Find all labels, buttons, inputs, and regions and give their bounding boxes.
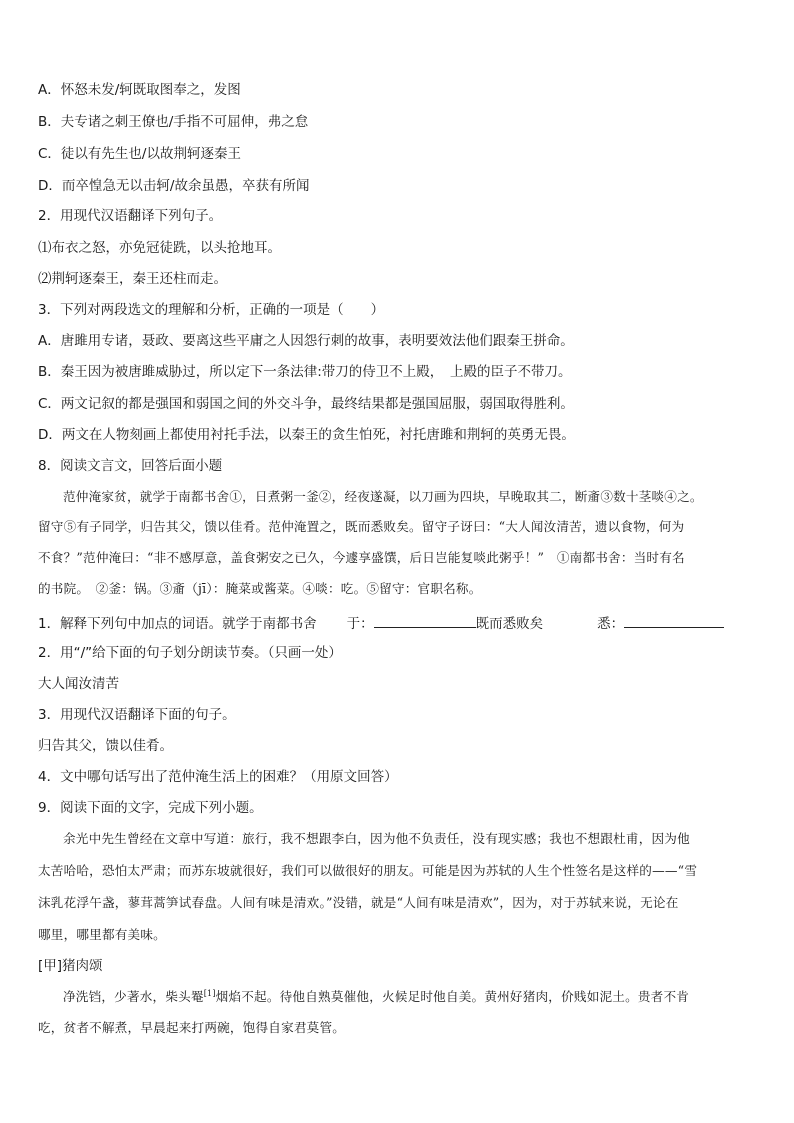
q8-sub1-prompt: 1．解释下列句中加点的词语。就学于南都书舍 [38,616,317,632]
q9-title: 9．阅读下面的文字，完成下列小题。 [38,800,263,816]
q8-title: 8．阅读文言文，回答后面小题 [38,458,223,474]
q7-sub3-option-a: A．唐雎用专诸，聂政、要离这些平庸之人因怨行刺的故事，表明要效法他们跟秦王拼命。 [38,333,574,349]
q9-passage-line-3: 沫乳花浮午盏，蓼茸蒿笋试春盘。人间有味是清欢。”没错，就是“人间有味是清欢”，因为，对于苏轼来说，无论在 [38,895,679,910]
q8-sub3-sentence: 归告其父，馈以佳肴。 [38,738,173,754]
q7-sub2-sentence-1: ⑴布衣之怒，亦免冠徒跣，以头抢地耳。 [38,240,281,256]
q8-passage-line-4: 的书院。 ②釜：锅。③齑（jī）：腌菜或酱菜。④啖：吃。⑤留守：官职名称。 [38,581,482,596]
answer-blank-xi[interactable] [624,613,724,628]
q8-sub2-sentence: 大人闻汝清苦 [38,676,119,692]
q7-sub3-option-b: B．秦王因为被唐雎威胁过，所以定下一条法律:带刀的侍卫不上殿， 上殿的臣子不带刀。 [38,364,572,380]
q8-passage-line-2: 留守⑤有子同学，归告其父，馈以佳肴。范仲淹置之，既而悉败矣。留守子讶曰：“大人闻汝清苦，遗以食物，何为 [38,519,685,534]
q8-sub1 [38,613,724,633]
q8-sub3: 3．用现代汉语翻译下面的句子。 [38,707,236,723]
q7-option-b: B．夫专诸之刺王僚也/手指不可屈伸，弗之怠 [38,114,309,130]
q7-sub2-title: 2．用现代汉语翻译下列句子。 [38,208,223,224]
q8-sub1-sentence-2: 既而悉败矣 [475,616,544,632]
q9-passage-line-2: 太苦哈哈，恐怕太严肃；而苏东坡就很好，我们可以做很好的朋友。可能是因为苏轼的人生个性签名是这样的——“雪 [38,863,698,878]
q9-poem-line-1-start: 净洗铛，少著水，柴头罨 [63,989,204,1004]
q8-passage-line-1: 范仲淹家贫，就学于南都书舍①，日煮粥一釜②，经夜遂凝，以刀画为四块，早晚取其二，断齑③数十茎啖④之。 [63,489,703,504]
q8-sub1-xi-label: 悉： [597,616,625,632]
answer-blank-yu[interactable] [374,613,476,628]
q8-sub1-yu-label: 于： [346,616,374,632]
q7-option-d: D．而卒惶急无以击轲/故余虽愚，卒获有所闻 [38,178,310,194]
q7-sub2-sentence-2: ⑵荆轲逐秦王，秦王还柱而走。 [38,271,227,287]
q9-section-label: [甲]猪肉颂 [38,958,103,974]
q9-poem-line-1-end: 烟焰不起。待他自熟莫催他，火候足时他自美。黄州好猪肉，价贱如泥土。贵者不肯 [215,989,690,1004]
q7-sub3-title: 3．下列对两段选文的理解和分析，正确的一项是（ ） [38,302,385,318]
footnote-marker: [1] [203,988,216,998]
q9-poem-line-1 [63,988,689,1006]
q9-passage-line-4: 哪里，哪里都有美味。 [38,927,166,942]
q7-sub3-option-d: D．两文在人物刻画上都使用衬托手法，以秦王的贪生怕死，衬托唐雎和荆轲的英勇无畏。 [38,427,575,443]
q7-option-a: A．怀怒未发/轲既取图奉之，发图 [38,82,241,98]
q8-passage-line-3: 不食？”范仲淹曰：“非不感厚意，盖食粥安之已久，今遽享盛馔，后日岂能复啖此粥乎！” ①南都书舍：当时有名 [38,550,685,565]
q9-passage-line-1: 余光中先生曾经在文章中写道：旅行，我不想跟李白，因为他不负责任，没有现实感；我也不想跟杜甫，因为他 [63,831,690,846]
q9-poem-line-2: 吃，贫者不解煮，早晨起来打两碗，饱得自家君莫管。 [38,1020,346,1035]
q8-sub2: 2．用“/”给下面的句子划分朗读节奏。（只画一处） [38,645,342,661]
q7-option-c: C．徒以有先生也/以故荆轲逐秦王 [38,146,241,162]
q8-sub4: 4．文中哪句话写出了范仲淹生活上的困难？（用原文回答） [38,769,398,785]
q7-sub3-option-c: C．两文记叙的都是强国和弱国之间的外交斗争，最终结果都是强国屈服，弱国取得胜利。 [38,396,574,412]
